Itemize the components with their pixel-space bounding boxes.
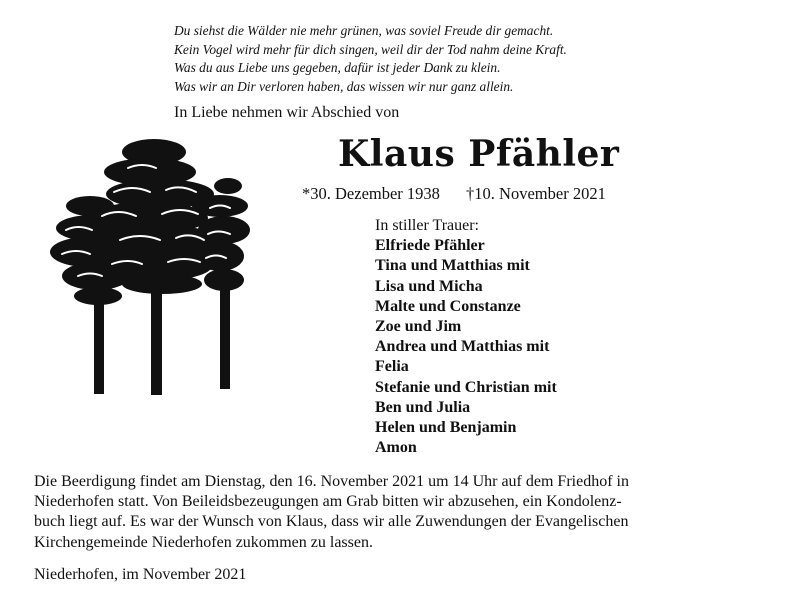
funeral-notice [34,472,774,553]
mourner-name: Lisa und Micha [375,277,483,295]
mourner-name: Amon [375,439,417,457]
intro-text: In Liebe nehmen wir Abschied von [174,104,400,121]
mourner-name: Zoe und Jim [375,318,462,336]
tree-trunk-middle [151,284,162,395]
mourner-name: Tina und Matthias mit [375,257,530,275]
poem [174,22,567,96]
poem-line: Was du aus Liebe uns gegeben, dafür ist jeder Dank zu klein. [174,60,501,75]
funeral-notice-line: Niederhofen statt. Von Beileidsbezeugungen am Grab bitten wir abzusehen, ein Kondolenz- [34,493,622,511]
mourner-name: Malte und Constanze [375,297,521,315]
mourners-label: In stiller Trauer: [375,217,479,234]
place-and-date: Niederhofen, im November 2021 [34,566,247,583]
tree-trunk-right [220,280,230,389]
mourner-name: Stefanie und Christian mit [375,378,557,396]
mourners-list [375,216,557,458]
deceased-name: Klaus Pfähler [338,133,620,175]
mourner-name: Helen und Benjamin [375,419,517,437]
death-date: †10. November 2021 [466,184,606,203]
mourner-name: Felia [375,358,409,376]
funeral-notice-line: Kirchengemeinde Niederhofen zukommen zu lassen. [34,533,373,551]
life-dates [302,184,606,204]
birth-date: *30. Dezember 1938 [302,184,440,203]
tree-trunk-left [94,292,104,394]
trees-illustration [50,134,250,396]
mourner-name: Andrea und Matthias mit [375,338,550,356]
poem-line: Was wir an Dir verloren haben, das wissen wir nur ganz allein. [174,78,514,94]
mourner-name: Ben und Julia [375,398,471,416]
poem-line: Kein Vogel wird mehr für dich singen, weil dir der Tod nahm deine Kraft. [174,41,567,57]
poem-line: Du siehst die Wälder nie mehr grünen, was soviel Freude dir gemacht. [174,23,554,38]
funeral-notice-line: Die Beerdigung findet am Dienstag, den 16. November 2021 um 14 Uhr auf dem Friedhof in [34,473,629,490]
mourner-name: Elfriede Pfähler [375,237,485,255]
funeral-notice-line: buch liegt auf. Es war der Wunsch von Klaus, dass wir alle Zuwendungen der Evangelischen [34,513,629,531]
